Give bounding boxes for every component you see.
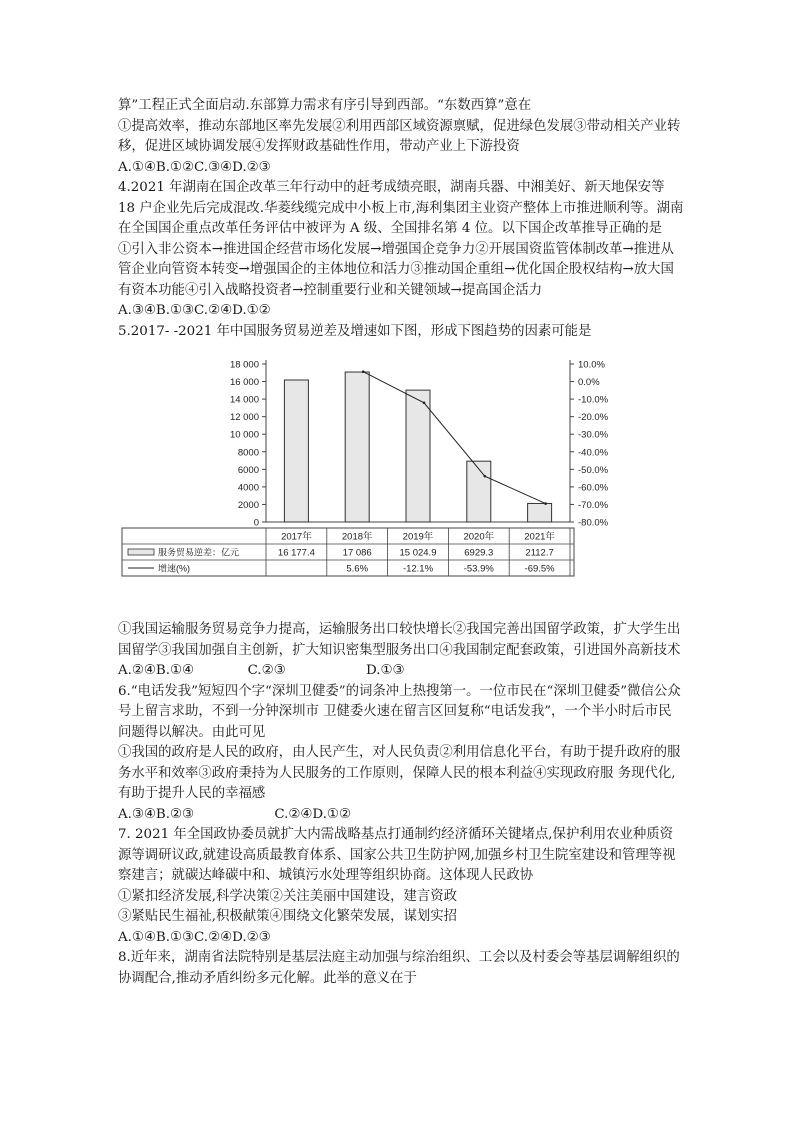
data-table-value: 17 086 (342, 547, 372, 559)
category-label: 2020年 (463, 531, 495, 543)
q7-stem: 7. 2021 年全国政协委员就扩大内需战略基点打通制约经济循环关键堵点,保护利用农业种质资源等调研议政,就建设高质最教育体系、国家公共卫生防护网,加强乡村卫生院室建设和管理等视察建言；就碳达峰碳中和、城镇污水处理等组织协商。这体现人民政协 (118, 827, 676, 883)
left-tick-label: 16 000 (229, 377, 259, 389)
q5-answer-choices: A.②④B.①④ C.②③ D.①③ (118, 663, 405, 678)
data-table-value: 5.6% (346, 563, 369, 575)
category-label: 2019年 (402, 531, 434, 543)
q6-options-statements: ①我国的政府是人民的政府，由人民产生，对人民负责②利用信息化平台，有助于提升政府的服务水平和效率③政府秉持为人民服务的工作原则，保障人民的根本利益④实现政府服 务现代化,有助于提升人民的幸福感 (118, 745, 681, 801)
legend-bar-swatch (128, 549, 154, 555)
q6-stem: 6.“电话发我”短短四个字“深圳卫健委”的词条冲上热搜第一。一位市民在“深圳卫健委”微信公众号上留言求助，不到一分钟深圳市 卫健委火速在留言区回复称“电话发我”，一个半小时后市民问题得以解决。由此可见 (118, 683, 681, 740)
data-table-value: 6929.3 (464, 547, 494, 559)
right-tick-label: -10.0% (578, 394, 609, 406)
trade-deficit-chart (118, 350, 684, 612)
data-table-value: -12.1% (402, 563, 434, 575)
right-tick-label: -60.0% (578, 482, 609, 494)
left-tick-label: 12 000 (229, 412, 259, 424)
legend-line-label: 增速(%) (158, 563, 190, 574)
q4-options-statements: ①引入非公资本→推进国企经营市场化发展→增强国企竞争力②开展国资监管体制改革→推进从管企业向管资本转变→增强国企的主体地位和活力③推动国企重组→优化国企股权结构→放大国有资本功能④引入战略投资者→控制重要行业和关键领域→提高国企活力 (118, 241, 674, 298)
q7-option-line-1: ①紧扣经济发展,科学决策②关注美丽中国建设，建言资政 (118, 888, 458, 904)
left-tick-label: 18 000 (229, 359, 259, 371)
left-tick-label: 14 000 (229, 394, 259, 406)
data-table-value: -53.9% (463, 563, 494, 575)
bar-2019年 (406, 390, 430, 522)
bar-2018年 (345, 372, 369, 522)
q7-answer-choices: A.①④B.①③C.②④D.②③ (118, 929, 271, 945)
right-tick-label: 0.0% (578, 377, 600, 389)
q5-stem: 5.2017- -2021 年中国服务贸易逆差及增速如下图，形成下图趋势的因素可能是 (118, 323, 592, 339)
right-tick-label: -30.0% (578, 429, 609, 441)
chart-svg (118, 350, 684, 612)
data-table-value: 16 177.4 (277, 547, 315, 559)
data-table-value: 2112.7 (525, 547, 554, 559)
right-tick-label: -50.0% (578, 464, 609, 476)
q3-answer-choices: A.①④B.①②C.③④D.②③ (118, 159, 271, 175)
bar-2021年 (528, 503, 552, 522)
left-tick-label: 0 (253, 517, 259, 529)
left-tick-label: 10 000 (229, 429, 259, 441)
data-table-value: 15 024.9 (399, 547, 437, 559)
data-table-value: -69.5% (524, 563, 555, 575)
left-tick-label: 2000 (237, 499, 259, 511)
exam-page (118, 96, 684, 989)
q5-options-statements: ①我国运输服务贸易竞争力提高，运输服务出口较快增长②我国完善出国留学政策，扩大学生出国留学③我国加强自主创新，扩大知识密集型服务出口④我国制定配套政策，引进国外高新技术 (118, 622, 681, 658)
category-label: 2017年 (281, 531, 312, 543)
growth-rate-point (544, 502, 547, 505)
q3-stem-end: 算”工程正式全面启动.东部算力需求有序引导到西部。“东数西算”意在 (118, 98, 532, 113)
growth-rate-point (423, 401, 426, 404)
growth-rate-line (363, 372, 545, 504)
left-tick-label: 4000 (237, 482, 259, 494)
category-label: 2018年 (341, 531, 373, 543)
q8-stem: 8.近年来，湖南省法院特别是基层法庭主动加强与综治组织、工会以及村委会等基层调解组织的协调配合,推动矛盾纠纷多元化解。此举的意义在于 (118, 950, 680, 986)
q4-answer-choices: A.③④B.①③C.②④D.①② (118, 303, 271, 318)
q4-stem: 4.2021 年湖南在国企改革三年行动中的赶考成绩亮眼，湖南兵器、中湘美好、新天地保安等 18 户企业先后完成混改.华菱线缆完成中小板上市,海利集团主业资产整体上市推进顺利等。湖南在全国国企重点改革任务评估中被评为 A 级、全国排名第 4 位。以下国企改革推导正确的是 (118, 180, 684, 236)
right-tick-label: -20.0% (578, 412, 609, 424)
right-tick-label: 10.0% (578, 359, 605, 371)
bar-2020年 (467, 461, 491, 522)
growth-rate-point (362, 370, 365, 373)
bar-2017年 (284, 380, 308, 522)
left-tick-label: 8000 (237, 447, 259, 459)
growth-rate-point (484, 475, 487, 478)
category-label: 2021年 (524, 531, 555, 543)
legend-bar-label: 服务贸易逆差：亿元 (158, 547, 240, 558)
q7-option-line-2: ③紧贴民生福祉,积极献策④围绕文化繁荣发展，谋划实招 (118, 909, 458, 924)
left-tick-label: 6000 (237, 464, 259, 476)
q6-answer-choices: A.③④B.②③ C.②④D.①② (118, 806, 351, 822)
q3-options-statements: ①提高效率，推动东部地区率先发展②利用西部区域资源禀赋，促进绿色发展③带动相关产业转移，促进区域协调发展④发挥财政基础性作用，带动产业上下游投资 (118, 118, 681, 154)
right-tick-label: -70.0% (578, 499, 609, 511)
right-tick-label: -80.0% (578, 517, 609, 529)
right-tick-label: -40.0% (578, 447, 609, 459)
